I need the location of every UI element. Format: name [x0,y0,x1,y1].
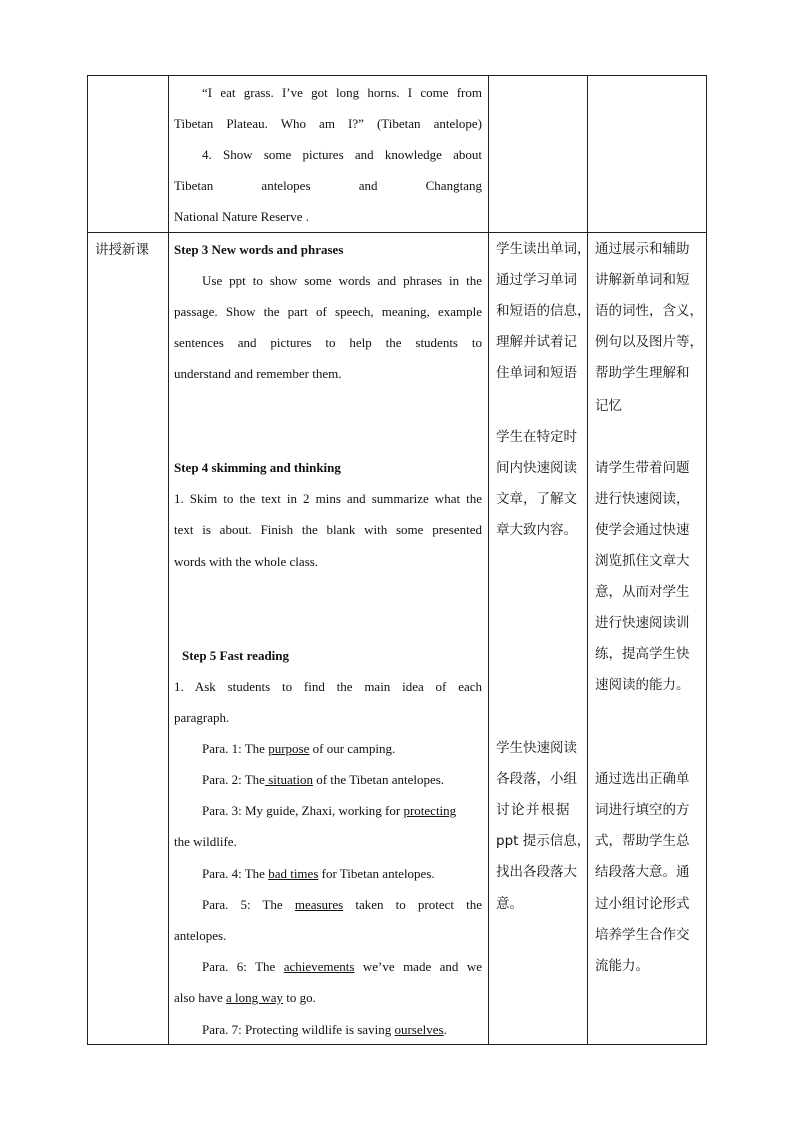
step3-title: Step 3 New words and phrases [174,242,344,257]
step3-activity-line: 理解并试着记 [496,334,577,350]
step4-intent-line: 进行快速阅读， [595,491,690,507]
step4-title: Step 4 skimming and thinking [174,460,341,475]
step3-text-line: passage. Show the part of speech, meaning, example [174,304,482,319]
step5-activity-line: 学生快速阅读 [496,740,577,756]
word: antelopes [261,178,311,193]
blank-answer: situation [264,772,313,787]
blank-answer: measures [294,897,344,912]
step3-intent-line: 语的词性，含义， [595,303,703,319]
para-summary-7: Para. 7: Protecting wildlife is saving ourselves. [202,1022,447,1037]
para-summary-6-cont: also have a long way to go. [174,990,316,1005]
word: Tibetan [174,178,214,193]
step4-intent-line: 意，从而对学生 [595,584,690,600]
blank-answer: a long way [225,990,284,1005]
step3-intent-line: 帮助学生理解和 [595,365,690,381]
blank-answer: purpose [268,741,310,756]
para-summary-6: Para. 6: The achievements we’ve made and we [202,959,483,974]
step4-activity-line: 文章，了解文 [496,491,577,507]
column-divider [587,76,588,1044]
para-summary-3: Para. 3: My guide, Zhaxi, working for protecting [202,803,457,818]
step5-intro-line: 1. Ask students to find the main idea of each [174,679,482,694]
show-pictures-line-1: 4. Show some pictures and knowledge about [202,147,482,162]
blank-answer: achievements [283,959,355,974]
step3-intent-line: 讲解新单词和短 [595,272,690,288]
step4-intent-line: 速阅读的能力。 [595,677,690,693]
step3-activity-line: 学生读出单词， [496,241,591,257]
step5-intent-line: 式，帮助学生总 [595,833,690,849]
step5-intent-line: 通过选出正确单 [595,771,690,787]
word: and [358,178,378,193]
blank-answer: ourselves [394,1022,444,1037]
riddle-line-1: “I eat grass. I’ve got long horns. I come from [202,85,482,100]
step4-activity-line: 章大致内容。 [496,522,577,538]
column-divider [168,76,169,1044]
step5-activity-line: 讨论并根据 [496,802,571,818]
para-summary-1: Para. 1: The purpose of our camping. [202,741,396,756]
step5-intent-line: 流能力。 [595,958,649,974]
step3-activity-line: 和短语的信息， [496,303,591,319]
step4-intent-line: 浏览抓住文章大 [595,553,690,569]
word: Changtang [425,178,482,193]
step4-intent-line: 进行快速阅读训 [595,615,690,631]
step5-activity-line: 找出各段落大 [496,864,577,880]
show-pictures-line-2 [174,178,482,193]
step5-intent-line: 结段落大意。通 [595,864,690,880]
step3-activity-line: 住单词和短语 [496,365,577,381]
step3-text-line: sentences and pictures to help the students to [174,335,482,350]
step4-intent-line: 使学会通过快速 [595,522,690,538]
row-divider [88,232,706,233]
step4-text-line: words with the whole class. [174,554,319,569]
step4-activity-line: 学生在特定时 [496,429,577,445]
step4-activity-line: 间内快速阅读 [496,460,577,476]
step3-text-line: understand and remember them. [174,366,342,381]
show-pictures-line-3: National Nature Reserve . [174,209,310,224]
step4-intent-line: 请学生带着问题 [595,460,690,476]
step3-activity-line: 通过学习单词 [496,272,577,288]
step4-intent-line: 练，提高学生快 [595,646,690,662]
blank-answer: protecting [403,803,457,818]
para-summary-3-cont: the wildlife. [174,834,237,849]
step3-intent-line: 例句以及图片等， [595,334,703,350]
step5-activity-line: ppt 提示信息， [496,833,591,849]
lesson-plan-table [87,75,707,1045]
step3-intent-line: 通过展示和辅助 [595,241,690,257]
blank-answer: bad times [268,866,319,881]
step5-intro-line: paragraph. [174,710,230,725]
step3-text-line: Use ppt to show some words and phrases in the [202,273,482,288]
para-summary-2: Para. 2: The situation of the Tibetan antelopes. [202,772,445,787]
step3-intent-line: 记忆 [595,398,622,414]
riddle-line-2: Tibetan Plateau. Who am I?” (Tibetan antelope) [174,116,482,131]
step4-text-line: 1. Skim to the text in 2 mins and summarize what the [174,491,482,506]
para-summary-5-cont: antelopes. [174,928,227,943]
section-label: 讲授新课 [95,242,149,258]
step5-intent-line: 培养学生合作交 [595,927,690,943]
step5-activity-line: 意。 [496,896,523,912]
step4-text-line: text is about. Finish the blank with some presented [174,522,482,537]
step5-title: Step 5 Fast reading [182,648,290,663]
para-summary-5: Para. 5: The measures taken to protect the [202,897,482,912]
step5-activity-line: 各段落，小组 [496,771,577,787]
para-summary-4: Para. 4: The bad times for Tibetan antelopes. [202,866,435,881]
step5-intent-line: 过小组讨论形式 [595,896,690,912]
step5-intent-line: 词进行填空的方 [595,802,690,818]
column-divider [488,76,489,1044]
